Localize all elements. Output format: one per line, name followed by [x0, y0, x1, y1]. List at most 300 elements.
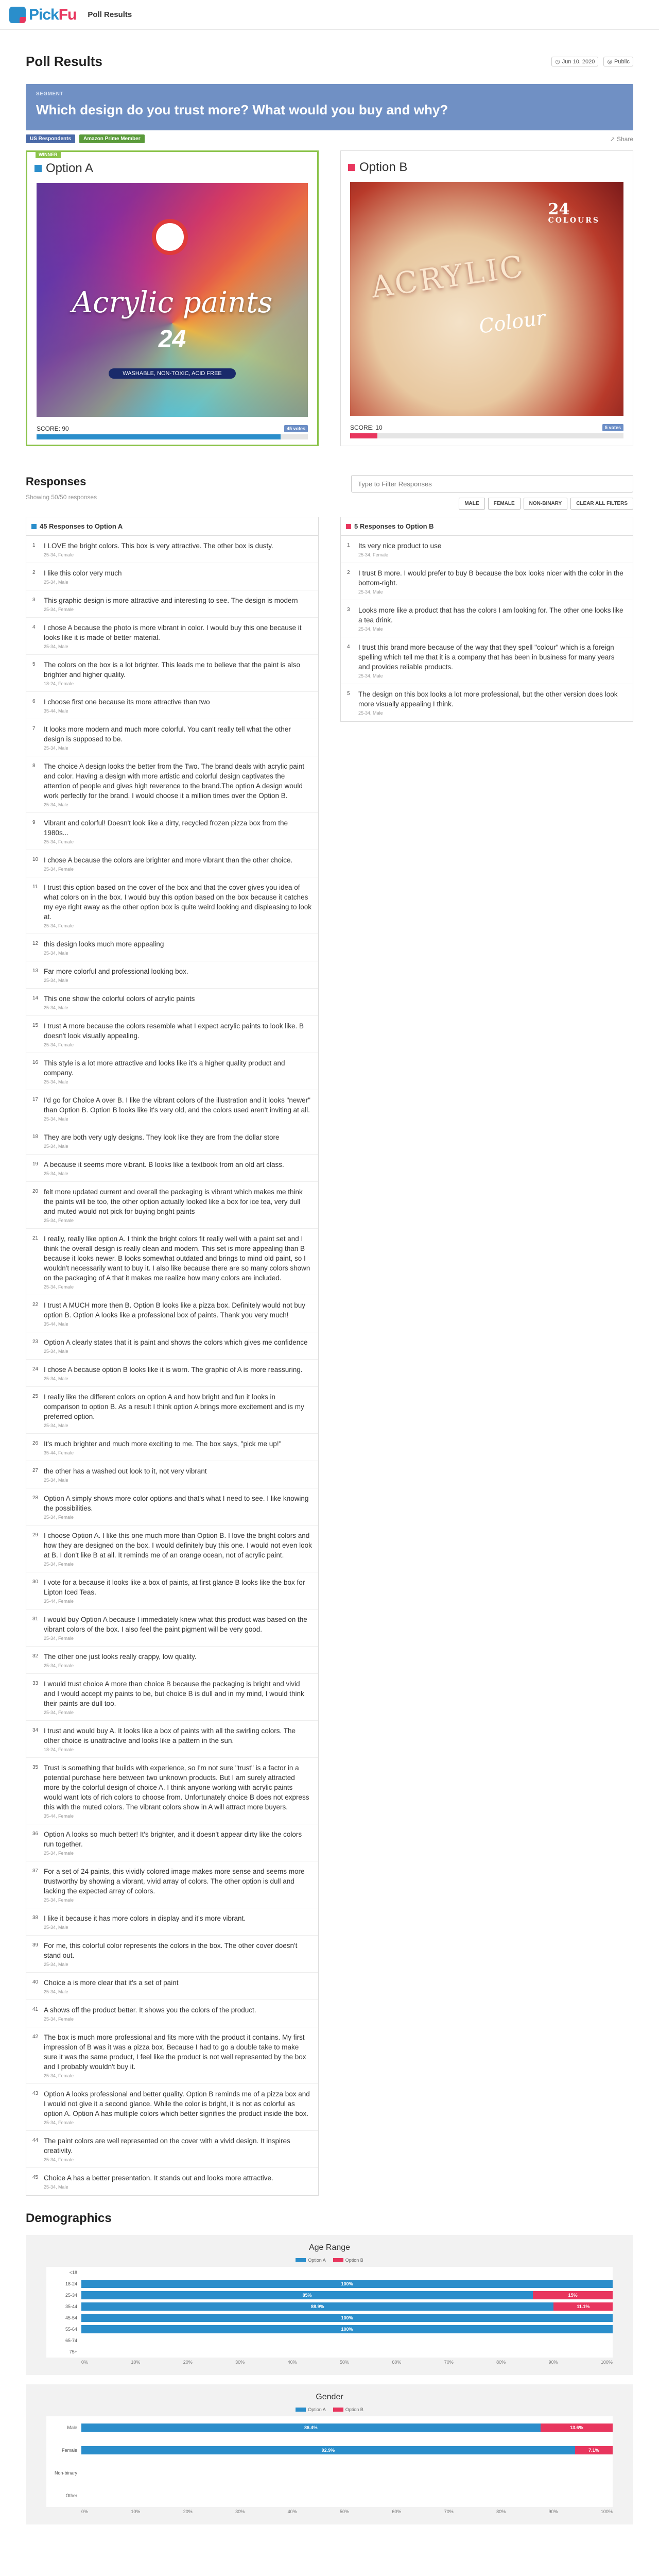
response-number: 5: [347, 691, 350, 697]
gender-chart-title: Gender: [316, 2393, 343, 2401]
option-b-card: [340, 150, 633, 446]
option-a-responses-heading: 45 Responses to Option A: [40, 522, 123, 530]
main-content: [26, 54, 633, 2524]
response-text: I really, really like option A. I think the bright colors fit really well with a paint set and I think the overall design is really clean and modern. This set is more appealing than B because it looks newer. B looks somewhat outdated and brings to mind old paint, so I wouldn't necessarily want to buy it. I also like because there are so many colors shown on the packaging of A that it makes me realize how many colors are included.: [44, 1235, 310, 1282]
response-item: [26, 756, 318, 813]
option-b-image-colours: COLOURS: [548, 216, 600, 225]
option-a-header: [31, 161, 313, 176]
response-item: [26, 1155, 318, 1182]
clear-filters-button[interactable]: CLEAR ALL FILTERS: [570, 498, 633, 510]
response-item: [26, 877, 318, 934]
response-text: The paint colors are well represented on the cover with a vivid design. It inspires creativity.: [44, 2137, 290, 2155]
response-text: I'd go for Choice A over B. I like the vibrant colors of the illustration and it looks "newer" than Option B. Option B looks like it's very old, and the colors used aren't inviting at all.: [44, 1096, 310, 1114]
response-demographic: 25-34, Male: [44, 1171, 68, 1176]
response-demographic: 25-34, Male: [358, 589, 383, 595]
response-item: [26, 655, 318, 692]
response-text: I like this color very much: [44, 569, 122, 577]
response-text: For a set of 24 paints, this vividly colored image makes more sense and seems more trustworthy by showing a vibrant, vivid array of colors. The other option is dull and lacking the expected array of colors.: [44, 1868, 305, 1895]
chart-row-label: 25-34: [65, 2293, 77, 2298]
response-text: I like it because it has more colors in display and it's more vibrant.: [44, 1914, 246, 1922]
response-text: The box is much more professional and fits more with the product it contains. My first impression of B was it was a pizza box. Because I had to go a double take to make sure it was the same product, I feel like the product is not well represented by the box and I probably wouldn't buy it.: [44, 2033, 306, 2071]
response-text: the other has a washed out look to it, not very vibrant: [44, 1467, 207, 1475]
response-demographic: 25-34, Female: [44, 1663, 74, 1668]
response-demographic: 25-34, Female: [44, 2120, 74, 2125]
response-demographic: 35-44, Male: [44, 708, 68, 714]
chart-row: [46, 2278, 613, 2290]
age-x-axis: [81, 2360, 613, 2365]
x-tick-label: 40%: [287, 2509, 297, 2514]
response-item: [26, 1526, 318, 1572]
response-item: [26, 1488, 318, 1526]
response-item: [26, 1295, 318, 1332]
response-number: 16: [32, 1060, 39, 1065]
response-text: This one show the colorful colors of acrylic paints: [44, 995, 195, 1003]
response-demographic: 25-34, Male: [44, 1423, 68, 1428]
response-item: [26, 1824, 318, 1861]
legend-label-b: Option B: [345, 2258, 363, 2263]
response-number: 43: [32, 2091, 39, 2096]
response-demographic: 25-34, Male: [44, 1349, 68, 1354]
filter-responses-input[interactable]: [351, 475, 633, 493]
topbar-title: Poll Results: [88, 10, 132, 19]
response-text: The colors on the box is a lot brighter. This leads me to believe that the paint is also brighter and higher quality.: [44, 661, 301, 679]
response-item: [341, 536, 633, 563]
response-item: [26, 1053, 318, 1090]
response-item: [341, 637, 633, 684]
chart-row: [46, 2335, 613, 2346]
response-text: For me, this colorful color represents the colors in the box. The other cover doesn't stand out.: [44, 1942, 298, 1959]
response-demographic: 35-44, Male: [44, 1321, 68, 1327]
response-text: I would buy Option A because I immediately knew what this product was based on the vibrant colors of the box. I also feel the paint pigment will be very good.: [44, 1616, 307, 1633]
response-text: I trust A MUCH more then B. Option B looks like a pizza box. Definitely would not buy option B. Option A looks like a professional box of paints. Thank you very much!: [44, 1301, 305, 1319]
response-text: They are both very ugly designs. They look like they are from the dollar store: [44, 1133, 280, 1141]
option-b-score-bar: [350, 433, 623, 438]
response-item: [26, 2168, 318, 2195]
chart-row-label: Non-binary: [54, 2470, 77, 2476]
chart-row-label: 75+: [69, 2349, 77, 2354]
option-b-image[interactable]: [350, 182, 623, 416]
response-item: [26, 1758, 318, 1824]
chart-row: [46, 2312, 613, 2324]
option-a-label: Option A: [46, 161, 94, 175]
response-number: 32: [32, 1653, 39, 1659]
response-number: 4: [347, 644, 350, 650]
response-item: [26, 1721, 318, 1758]
response-text: This graphic design is more attractive and interesting to see. The design is modern: [44, 597, 298, 604]
response-item: [26, 1674, 318, 1721]
response-text: Looks more like a product that has the colors I am looking for. The other one looks like a tea drink.: [358, 606, 623, 624]
option-b-image-title: ACRYLIC: [369, 248, 527, 305]
response-demographic: 25-34, Male: [358, 673, 383, 679]
response-item: [26, 2027, 318, 2084]
response-number: 22: [32, 1302, 39, 1308]
bar-option-a: 100%: [81, 2314, 613, 2322]
score-label: SCORE:: [37, 425, 61, 432]
option-a-responses-title: [26, 517, 318, 536]
x-tick-label: 20%: [183, 2360, 193, 2365]
filter-non-binary-button[interactable]: NON-BINARY: [524, 498, 568, 510]
response-item: [26, 961, 318, 989]
response-text: Option A clearly states that it is paint and shows the colors which gives me confidence: [44, 1338, 308, 1346]
legend-label-a: Option A: [308, 2258, 326, 2263]
response-text: It's much brighter and much more exciting to me. The box says, "pick me up!": [44, 1440, 282, 1448]
responses-header: [26, 475, 633, 510]
winner-badge: WINNER: [36, 151, 61, 158]
response-demographic: 25-34, Male: [358, 710, 383, 716]
response-demographic: 25-34, Female: [44, 1710, 74, 1715]
filter-male-button[interactable]: MALE: [459, 498, 484, 510]
response-number: 31: [32, 1616, 39, 1622]
response-item: [26, 1229, 318, 1295]
option-b-image-subtitle: Colour: [477, 306, 547, 338]
brand-part-a: Pick: [29, 6, 59, 23]
response-text: I would trust choice A more than choice B because the packaging is bright and vivid and I would accept my paints to be, but choice B is dull and in my mind, I would think their paints are dull too.: [44, 1680, 304, 1707]
response-item: [26, 1182, 318, 1229]
option-b-votes: 5 votes: [602, 424, 623, 431]
response-number: 14: [32, 995, 39, 1001]
response-number: 4: [32, 624, 36, 630]
response-number: 39: [32, 1942, 39, 1948]
option-a-swatch: [31, 524, 37, 529]
response-number: 11: [32, 884, 38, 890]
response-text: I trust this brand more because of the way that they spell "colour" which is a foreign spelling which tell me that it is a company that has been in business for many years and provides reliable products.: [358, 643, 615, 671]
response-demographic: 35-44, Female: [44, 1814, 74, 1819]
chart-row: [46, 2439, 613, 2462]
option-b-responses-title: [341, 517, 633, 536]
bar-option-b: 13.6%: [541, 2424, 613, 2432]
response-number: 8: [32, 763, 36, 769]
response-item: [26, 563, 318, 590]
response-text: Choice A has a better presentation. It stands out and looks more attractive.: [44, 2174, 273, 2182]
response-number: 29: [32, 1532, 39, 1538]
response-text: I really like the different colors on option A and how bright and fun it looks in comparison to option B. As a result I think option A brings more excitement and is my preferred option.: [44, 1393, 304, 1420]
option-a-color-swatch: [34, 165, 42, 172]
response-number: 10: [32, 857, 39, 862]
chart-row-label: 45-54: [65, 2315, 77, 2320]
globe-icon: ◎: [607, 59, 613, 65]
chart-row-label: 55-64: [65, 2327, 77, 2332]
response-text: Vibrant and colorful! Doesn't look like a dirty, recycled frozen pizza box from the 1980s...: [44, 819, 288, 837]
option-a-score: 90: [62, 425, 69, 432]
response-demographic: 25-34, Male: [44, 1925, 68, 1930]
response-demographic: 25-34, Female: [44, 2016, 74, 2022]
tag-us-respondents: US Respondents: [26, 134, 75, 143]
filter-female-button[interactable]: FEMALE: [488, 498, 521, 510]
age-range-chart: [46, 2267, 613, 2358]
response-item: [26, 1572, 318, 1609]
response-item: [26, 1387, 318, 1434]
score-label: SCORE:: [350, 424, 374, 431]
x-tick-label: 60%: [392, 2509, 402, 2514]
response-number: 19: [32, 1161, 39, 1167]
response-demographic: 25-34, Male: [44, 1376, 68, 1381]
age-chart-legend: [46, 2258, 613, 2263]
response-demographic: 25-34, Female: [44, 1897, 74, 1903]
option-a-image[interactable]: [37, 183, 308, 417]
response-demographic: 25-34, Male: [44, 1962, 68, 1967]
response-item: [26, 1861, 318, 1908]
option-b-label: Option B: [359, 160, 408, 174]
share-icon: ↗: [610, 135, 617, 143]
response-number: 2: [32, 570, 36, 575]
response-demographic: 25-34, Male: [44, 1478, 68, 1483]
response-item: [341, 600, 633, 637]
response-text: A shows off the product better. It shows you the colors of the product.: [44, 2006, 256, 2014]
x-tick-label: 20%: [183, 2509, 193, 2514]
response-number: 20: [32, 1189, 39, 1194]
bar-option-a: 92.9%: [81, 2446, 575, 2454]
response-number: 45: [32, 2175, 39, 2180]
response-item: [26, 1461, 318, 1488]
response-demographic: 25-34, Male: [44, 1989, 68, 1994]
response-number: 9: [32, 820, 36, 825]
response-item: [26, 989, 318, 1016]
chart-row: [46, 2416, 613, 2439]
bar-option-a: 88.9%: [81, 2302, 553, 2311]
response-number: 15: [32, 1023, 39, 1028]
x-tick-label: 70%: [444, 2509, 454, 2514]
date-badge: [551, 57, 598, 66]
response-item: [26, 2000, 318, 2027]
filter-buttons: [351, 498, 633, 510]
tag-row: [26, 134, 633, 143]
visibility-label: Public: [614, 58, 630, 65]
option-b-swatch: [346, 524, 351, 529]
option-b-score: 10: [375, 424, 383, 431]
response-text: Far more colorful and professional looking box.: [44, 968, 188, 975]
response-number: 6: [32, 699, 36, 704]
response-text: I trust A more because the colors resemble what I expect acrylic paints to look like. B doesn't look visually appealing.: [44, 1022, 304, 1040]
response-demographic: 25-34, Female: [44, 867, 74, 872]
response-text: Option A looks so much better! It's brighter, and it doesn't appear dirty like the colors run together.: [44, 1831, 302, 1848]
option-a-image-title: Acrylic paints: [72, 286, 273, 319]
chart-row: [46, 2301, 613, 2312]
filter-panel: [351, 475, 633, 510]
response-number: 1: [347, 543, 350, 548]
response-item: [26, 536, 318, 563]
response-item: [26, 719, 318, 756]
bar-option-b: 11.1%: [553, 2302, 613, 2311]
brand-part-b: Fu: [58, 6, 77, 23]
response-demographic: 25-34, Female: [44, 2157, 74, 2162]
gender-x-axis: [81, 2509, 613, 2514]
response-demographic: 25-34, Male: [44, 745, 68, 751]
response-item: [26, 692, 318, 719]
clock-icon: ◷: [555, 59, 560, 65]
option-a-score-bar: [37, 434, 308, 439]
option-b-responses: [340, 517, 633, 722]
response-text: I choose Option A. I like this one much more than Option B. I love the bright colors and how they are designed on the box. I would definitely buy this one. I would not even look at B. I don't like B at all. It reminds me of an orange ocean, not of acrylic paint.: [44, 1532, 312, 1559]
response-item: [26, 1973, 318, 2000]
response-demographic: 25-34, Female: [44, 1218, 74, 1223]
response-text: I vote for a because it looks like a box of paints, at first glance B looks like the box for Lipton Iced Teas.: [44, 1579, 305, 1596]
bar-option-a: 86.4%: [81, 2424, 541, 2432]
chart-row: [46, 2462, 613, 2484]
chart-row-label: Other: [65, 2493, 77, 2498]
response-item: [26, 618, 318, 655]
legend-swatch-b: [333, 2408, 343, 2412]
response-number: 13: [32, 968, 39, 974]
response-text: felt more updated current and overall the packaging is vibrant which makes me think the paints will be too, the other option actually looked like a box for ice tea, very dull and muted would not pick for buying bright paints: [44, 1188, 303, 1215]
response-text: Choice a is more clear that it's a set of paint: [44, 1979, 179, 1987]
response-demographic: 25-34, Female: [44, 839, 74, 844]
x-tick-label: 50%: [339, 2509, 349, 2514]
legend-swatch-a: [296, 2408, 306, 2412]
bar-option-b: 7.1%: [575, 2446, 613, 2454]
response-number: 28: [32, 1495, 39, 1501]
response-text: The design on this box looks a lot more professional, but the other version does look more visually appealing I think.: [358, 690, 618, 708]
tag-prime-member: Amazon Prime Member: [79, 134, 145, 143]
poll-meta: [551, 57, 633, 66]
x-tick-label: 80%: [496, 2360, 506, 2365]
age-chart-title: Age Range: [308, 2243, 351, 2252]
option-b-image-count: 24: [548, 200, 570, 218]
x-tick-label: 10%: [131, 2360, 141, 2365]
response-demographic: 25-34, Male: [44, 1116, 68, 1122]
bar-option-a: 100%: [81, 2280, 613, 2288]
response-number: 25: [32, 1394, 39, 1399]
response-number: 30: [32, 1579, 39, 1585]
visibility-badge[interactable]: [603, 57, 633, 66]
x-tick-label: 70%: [444, 2360, 454, 2365]
response-number: 7: [32, 726, 36, 732]
response-demographic: 25-34, Female: [44, 1851, 74, 1856]
option-b-color-swatch: [348, 164, 355, 171]
x-tick-label: 30%: [235, 2360, 245, 2365]
response-text: I trust this option based on the cover of the box and that the cover gives you idea of what colors on in the box. I would buy this option based on the box because it catches my eye right away as the other option box is quite weird looking and displeasing to look at.: [44, 884, 312, 921]
response-item: [26, 1936, 318, 1973]
responses-count: Showing 50/50 responses: [26, 494, 97, 501]
response-demographic: 25-34, Female: [44, 923, 74, 928]
gender-chart: [46, 2416, 613, 2507]
response-item: [26, 850, 318, 877]
option-a-responses: [26, 517, 319, 2196]
responses-columns: [26, 517, 633, 2196]
response-number: 12: [32, 941, 39, 946]
response-text: Its very nice product to use: [358, 542, 442, 550]
chart-row-label: Female: [61, 2448, 77, 2453]
response-number: 21: [32, 1235, 39, 1241]
response-item: [26, 590, 318, 618]
response-demographic: 25-34, Female: [358, 552, 389, 557]
option-a-card: [26, 150, 319, 446]
response-number: 17: [32, 1097, 39, 1103]
gender-chart-legend: [46, 2407, 613, 2412]
response-demographic: 25-34, Male: [44, 1079, 68, 1084]
legend-swatch-a: [296, 2258, 306, 2262]
chart-row: [46, 2484, 613, 2507]
option-b-header: [345, 160, 629, 175]
x-tick-label: 0%: [81, 2360, 89, 2365]
response-number: 23: [32, 1339, 39, 1345]
top-navigation-bar: [0, 0, 659, 30]
chart-row: [46, 2324, 613, 2335]
response-text: The other one just looks really crappy, low quality.: [44, 1653, 197, 1660]
response-number: 41: [32, 2007, 39, 2012]
response-demographic: 18-24, Female: [44, 1747, 74, 1752]
response-item: [26, 934, 318, 961]
legend-label-a: Option A: [308, 2407, 326, 2412]
chart-row: [46, 2346, 613, 2358]
chart-row-label: 18-24: [65, 2281, 77, 2286]
response-text: I LOVE the bright colors. This box is very attractive. The other box is dusty.: [44, 542, 273, 550]
x-tick-label: 100%: [600, 2360, 613, 2365]
response-demographic: 25-34, Female: [44, 1515, 74, 1520]
response-item: [341, 563, 633, 600]
option-a-votes: 45 votes: [284, 425, 308, 432]
response-number: 34: [32, 1727, 39, 1733]
response-text: This style is a lot more attractive and looks like it's a higher quality product and company.: [44, 1059, 285, 1077]
legend-label-b: Option B: [345, 2407, 363, 2412]
chart-row: [46, 2290, 613, 2301]
response-demographic: 25-34, Female: [44, 607, 74, 612]
bar-option-b: 15%: [533, 2291, 613, 2299]
response-demographic: 25-34, Female: [44, 2073, 74, 2078]
response-demographic: 25-34, Male: [44, 1144, 68, 1149]
audience-tags: [26, 134, 145, 143]
question-box: [26, 84, 633, 130]
response-item: [26, 1360, 318, 1387]
response-item: [26, 1127, 318, 1155]
chart-row-label: 65-74: [65, 2338, 77, 2343]
response-number: 24: [32, 1366, 39, 1372]
response-text: The choice A design looks the better from the Two. The brand deals with acrylic paint and color. Having a design with more artistic and colorful design captivates the attention of people and gives high reverence to the brand.The option A design would work perfectly for the brand. I would choose it a million times over the Option B.: [44, 762, 305, 800]
question-kicker: SEGMENT: [36, 91, 63, 97]
response-item: [26, 2084, 318, 2131]
response-number: 3: [347, 607, 350, 613]
response-number: 35: [32, 1765, 39, 1770]
response-demographic: 25-34, Female: [44, 1042, 74, 1047]
chart-row-label: <18: [69, 2270, 77, 2275]
chart-row-label: 35-44: [65, 2304, 77, 2309]
poll-options: [26, 150, 633, 446]
response-item: [341, 684, 633, 721]
response-text: I chose A because option B looks like it is worn. The graphic of A is more reassuring.: [44, 1366, 303, 1374]
response-number: 40: [32, 1979, 39, 1985]
share-link[interactable]: [610, 135, 633, 143]
response-item: [26, 1090, 318, 1127]
age-range-card: [26, 2235, 633, 2375]
response-demographic: 25-34, Male: [44, 802, 68, 807]
response-number: 42: [32, 2034, 39, 2040]
option-b-responses-heading: 5 Responses to Option B: [354, 522, 434, 530]
response-number: 38: [32, 1915, 39, 1921]
x-tick-label: 40%: [287, 2360, 297, 2365]
response-text: Option A simply shows more color options and that's what I need to see. I like knowing the possibilities.: [44, 1495, 309, 1512]
response-text: I chose A because the photo is more vibrant in color. I would buy this one because it looks like it is made of better material.: [44, 624, 302, 641]
x-tick-label: 90%: [548, 2509, 558, 2514]
response-text: It looks more modern and much more colorful. You can't really tell what the other design is supposed to be.: [44, 725, 291, 743]
bar-option-a: 100%: [81, 2325, 613, 2333]
x-tick-label: 50%: [339, 2360, 349, 2365]
brand-roundel-icon: [152, 219, 188, 255]
response-demographic: 25-34, Male: [44, 978, 68, 983]
response-text: I trust and would buy A. It looks like a box of paints with all the swirling colors. The other choice is unattractive and looks like a pattern in the sun.: [44, 1727, 296, 1744]
x-tick-label: 80%: [496, 2509, 506, 2514]
x-tick-label: 60%: [392, 2360, 402, 2365]
x-tick-label: 30%: [235, 2509, 245, 2514]
x-tick-label: 90%: [548, 2360, 558, 2365]
response-item: [26, 1016, 318, 1053]
response-number: 36: [32, 1831, 39, 1837]
chart-row: [46, 2267, 613, 2278]
response-demographic: 25-34, Male: [44, 580, 68, 585]
pickfu-logo[interactable]: [9, 6, 76, 24]
option-a-score-fill: [37, 434, 281, 439]
responses-title: Responses: [26, 475, 86, 488]
response-item: [26, 1434, 318, 1461]
logo-mark-icon: [9, 7, 26, 23]
